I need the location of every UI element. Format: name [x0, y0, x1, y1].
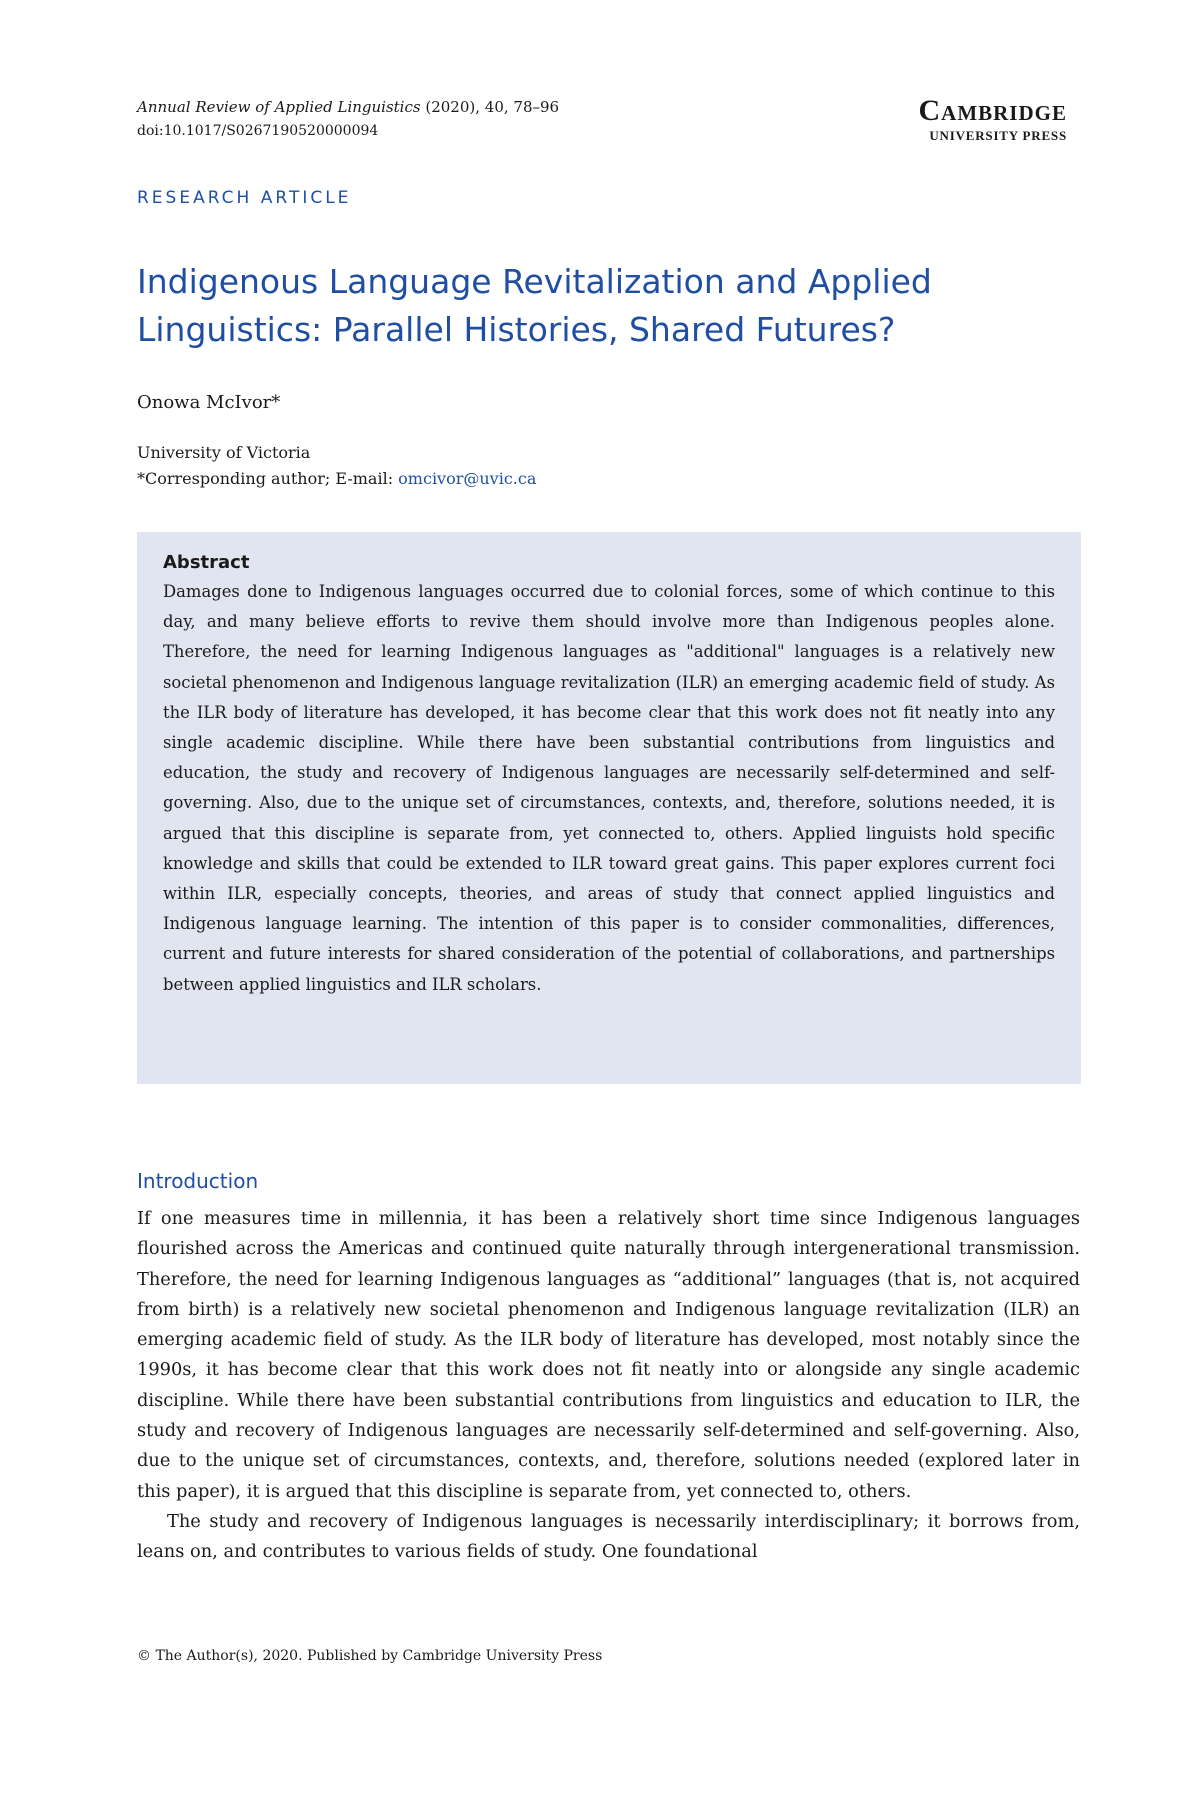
body-paragraph: The study and recovery of Indigenous languages is necessarily interdisciplinary; it borrows from, leans on, and contributes to various fields of study. One foundational	[137, 1510, 1080, 1563]
corresponding-label: *Corresponding author; E-mail:	[137, 469, 399, 488]
article-title: Indigenous Language Revitalization and Applied Linguistics: Parallel Histories, Shared Futures?	[137, 262, 932, 349]
publisher-name: Cambridge	[918, 94, 1067, 127]
abstract-box	[137, 532, 1081, 1084]
journal-volume-pages: (2020), 40, 78–96	[420, 98, 560, 116]
email-link[interactable]: omcivor@uvic.ca	[398, 469, 537, 488]
abstract-heading: Abstract	[163, 552, 250, 573]
publisher-logo	[918, 96, 1067, 144]
author-name: Onowa McIvor*	[137, 392, 281, 413]
article-type-label: RESEARCH ARTICLE	[137, 188, 352, 208]
affiliation: University of Victoria	[137, 443, 311, 462]
journal-name: Annual Review of Applied Linguistics	[137, 98, 421, 116]
journal-citation	[137, 96, 559, 118]
page-header	[137, 96, 1067, 156]
corresponding-author	[137, 466, 536, 492]
doi: doi:10.1017/S0267190520000094	[137, 123, 379, 139]
copyright-footer: © The Author(s), 2020. Published by Cambridge University Press	[137, 1648, 603, 1664]
introduction-heading: Introduction	[137, 1169, 259, 1193]
introduction-body	[137, 1204, 1080, 1568]
abstract-text: Damages done to Indigenous languages occurred due to colonial forces, some of which continue to this day, and many believe efforts to revive them should involve more than Indigenous peoples alone. Therefore, the need for learning Indigenous languages as "additional" languages is a relatively new societal phenomenon and Indigenous language revitalization (ILR) an emerging academic field of study. As the ILR body of literature has developed, it has become clear that this work does not fit neatly into any single academic discipline. While there have been substantial contributions from linguistics and education, the study and recovery of Indigenous languages are necessarily self-determined and self-governing. Also, due to the unique set of circumstances, contexts, and, therefore, solutions needed, it is argued that this discipline is separate from, yet connected to, others. Applied linguists hold specific knowledge and skills that could be extended to ILR toward great gains. This paper explores current foci within ILR, especially concepts, theories, and areas of study that connect applied linguistics and Indigenous language learning. The intention of this paper is to consider commonalities, differences, current and future interests for shared consideration of the potential of collaborations, and partnerships between applied linguistics and ILR scholars.	[163, 582, 1055, 994]
body-paragraph: If one measures time in millennia, it has been a relatively short time since Indigenous languages flourished across the Americas and continued quite naturally through intergenerational transmission. Therefore, the need for learning Indigenous languages as “additional” languages (that is, not acquired from birth) is a relatively new societal phenomenon and Indigenous language revitalization (ILR) an emerging academic field of study. As the ILR body of literature has developed, most notably since the 1990s, it has become clear that this work does not fit neatly into or alongside any single academic discipline. While there have been substantial contributions from linguistics and education to ILR, the study and recovery of Indigenous languages are necessarily self-determined and self-governing. Also, due to the unique set of circumstances, contexts, and, therefore, solutions needed (explored later in this paper), it is argued that this discipline is separate from, yet connected to, others.	[137, 1208, 1080, 1502]
publisher-subtitle: UNIVERSITY PRESS	[929, 128, 1067, 143]
author-affiliation-block	[137, 440, 536, 492]
